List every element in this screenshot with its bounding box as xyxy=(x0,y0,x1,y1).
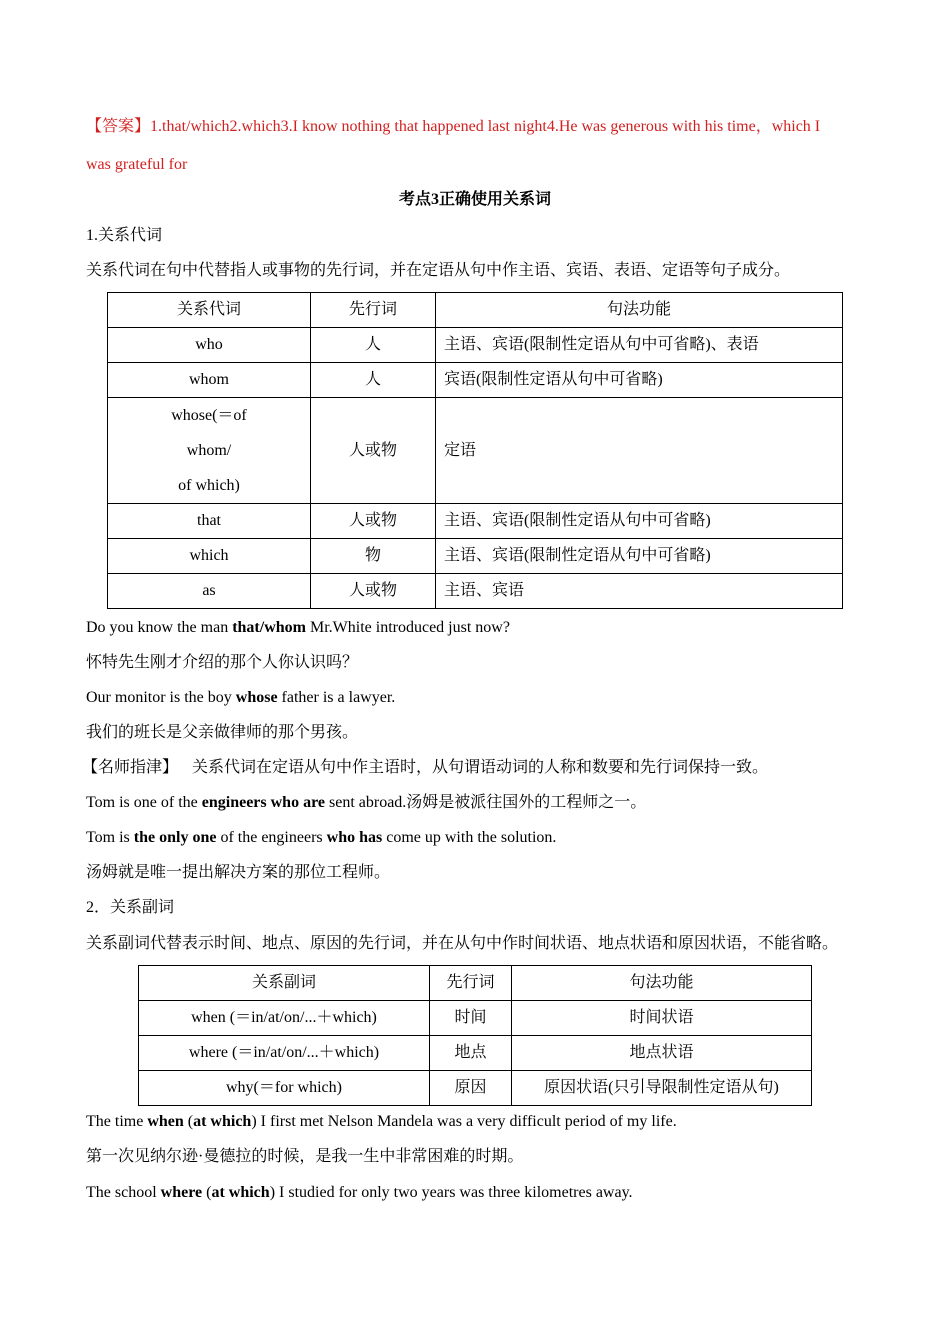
function-cell: 定语 xyxy=(436,398,843,504)
header-cell: 句法功能 xyxy=(512,966,812,1001)
answer-line-1 xyxy=(86,117,820,137)
text-run: Our monitor is the boy xyxy=(86,689,236,706)
text-run: The school xyxy=(86,1184,161,1201)
pronoun-cell: whom xyxy=(108,363,311,398)
example-sentence xyxy=(86,618,510,638)
table-row xyxy=(108,574,843,609)
bold-run: engineers who are xyxy=(201,794,325,811)
section-title: 考点3正确使用关系词 xyxy=(398,191,551,208)
pronoun-line: of which) xyxy=(178,477,240,494)
example-sentence xyxy=(86,828,556,848)
text-run: ) I studied for only two years was three kilometres away. xyxy=(269,1184,633,1201)
antecedent-cell: 原因 xyxy=(430,1071,512,1106)
bold-run: the only one xyxy=(133,829,217,846)
antecedent-cell: 人或物 xyxy=(311,574,436,609)
pronoun-line: whose(＝of xyxy=(171,407,247,424)
text-run: sent abroad.汤姆是被派往国外的工程师之一。 xyxy=(325,794,647,811)
bold-run: when xyxy=(147,1113,184,1130)
header-cell: 关系副词 xyxy=(139,966,430,1001)
header-cell: 先行词 xyxy=(430,966,512,1001)
table-row xyxy=(139,1036,812,1071)
antecedent-cell: 人或物 xyxy=(311,504,436,539)
text-run: Mr.White introduced just now? xyxy=(305,619,510,636)
example-translation: 我们的班长是父亲做律师的那个男孩。 xyxy=(86,724,359,741)
antecedent-cell: 人 xyxy=(311,363,436,398)
example-sentence xyxy=(86,1112,677,1132)
s2-heading: 2．关系副词 xyxy=(86,899,175,916)
table-row xyxy=(139,1001,812,1036)
function-cell: 主语、宾语(限制性定语从句中可省略) xyxy=(436,504,843,539)
pronoun-cell xyxy=(108,398,311,504)
text-run: ) I first met Nelson Mandela was a very difficult period of my life. xyxy=(251,1113,677,1130)
antecedent-cell: 人 xyxy=(311,328,436,363)
tip-label: 【名师指津】 xyxy=(82,759,179,776)
answer-line-2: was grateful for xyxy=(86,156,188,173)
text-run: ( xyxy=(183,1113,194,1130)
s2-intro: 关系副词代替表示时间、地点、原因的先行词，并在从句中作时间状语、地点状语和原因状语，不能省略。 xyxy=(86,935,839,952)
table-row xyxy=(108,504,843,539)
bold-run: that/whom xyxy=(232,619,306,636)
header-cell: 句法功能 xyxy=(436,293,843,328)
table-header-row xyxy=(139,966,812,1001)
pronoun-line: whom/ xyxy=(186,442,232,459)
text-run: come up with the solution. xyxy=(382,829,557,846)
bold-run: at which xyxy=(211,1184,270,1201)
teacher-tip xyxy=(82,758,768,778)
text-run: Tom is one of the xyxy=(86,794,202,811)
antecedent-cell: 时间 xyxy=(430,1001,512,1036)
function-cell: 主语、宾语(限制性定语从句中可省略) xyxy=(436,539,843,574)
example-sentence xyxy=(86,1183,633,1203)
header-cell: 先行词 xyxy=(311,293,436,328)
example-sentence xyxy=(86,688,395,708)
adverb-cell: where (＝in/at/on/...＋which) xyxy=(139,1036,430,1071)
s1-intro: 关系代词在句中代替指人或事物的先行词，并在定语从句中作主语、宾语、表语、定语等句子成分。 xyxy=(86,262,791,279)
function-cell: 原因状语(只引导限制性定语从句) xyxy=(512,1071,812,1106)
adverb-cell: why(＝for which) xyxy=(139,1071,430,1106)
bold-run: whose xyxy=(235,689,278,706)
table-header-row xyxy=(108,293,843,328)
relative-pronoun-table xyxy=(107,292,843,609)
text-run: ( xyxy=(202,1184,212,1201)
text-run: Do you know the man xyxy=(86,619,233,636)
text-run: The time xyxy=(86,1113,148,1130)
answer-label: 【答案】 xyxy=(86,118,151,135)
relative-adverb-table xyxy=(138,965,812,1106)
header-cell: 关系代词 xyxy=(108,293,311,328)
text-run: of the engineers xyxy=(216,829,327,846)
s1-heading: 1.关系代词 xyxy=(86,227,163,244)
table-row xyxy=(139,1071,812,1106)
table-row xyxy=(108,328,843,363)
pronoun-cell: that xyxy=(108,504,311,539)
pronoun-cell: which xyxy=(108,539,311,574)
antecedent-cell: 物 xyxy=(311,539,436,574)
example-translation: 第一次见纳尔逊·曼德拉的时候，是我一生中非常困难的时期。 xyxy=(86,1148,524,1165)
function-cell: 主语、宾语(限制性定语从句中可省略)、表语 xyxy=(436,328,843,363)
tip-text: 关系代词在定语从句中作主语时，从句谓语动词的人称和数要和先行词保持一致。 xyxy=(192,759,769,776)
function-cell: 宾语(限制性定语从句中可省略) xyxy=(436,363,843,398)
example-translation: 怀特先生刚才介绍的那个人你认识吗？ xyxy=(86,654,359,671)
function-cell: 主语、宾语 xyxy=(436,574,843,609)
text-run: father is a lawyer. xyxy=(277,689,396,706)
bold-run: who has xyxy=(326,829,383,846)
pronoun-cell: who xyxy=(108,328,311,363)
text-run: Tom is xyxy=(86,829,134,846)
example-translation: 汤姆就是唯一提出解决方案的那位工程师。 xyxy=(86,864,391,881)
antecedent-cell: 人或物 xyxy=(311,398,436,504)
function-cell: 时间状语 xyxy=(512,1001,812,1036)
function-cell: 地点状语 xyxy=(512,1036,812,1071)
bold-run: at which xyxy=(193,1113,252,1130)
example-sentence xyxy=(86,793,646,813)
table-row xyxy=(108,363,843,398)
adverb-cell: when (＝in/at/on/...＋which) xyxy=(139,1001,430,1036)
table-row xyxy=(108,398,843,504)
table-row xyxy=(108,539,843,574)
pronoun-cell: as xyxy=(108,574,311,609)
bold-run: where xyxy=(160,1184,203,1201)
answer-text: 1.that/which2.which3.I know nothing that happened last night4.He was generous with his time，which I xyxy=(150,118,821,135)
antecedent-cell: 地点 xyxy=(430,1036,512,1071)
